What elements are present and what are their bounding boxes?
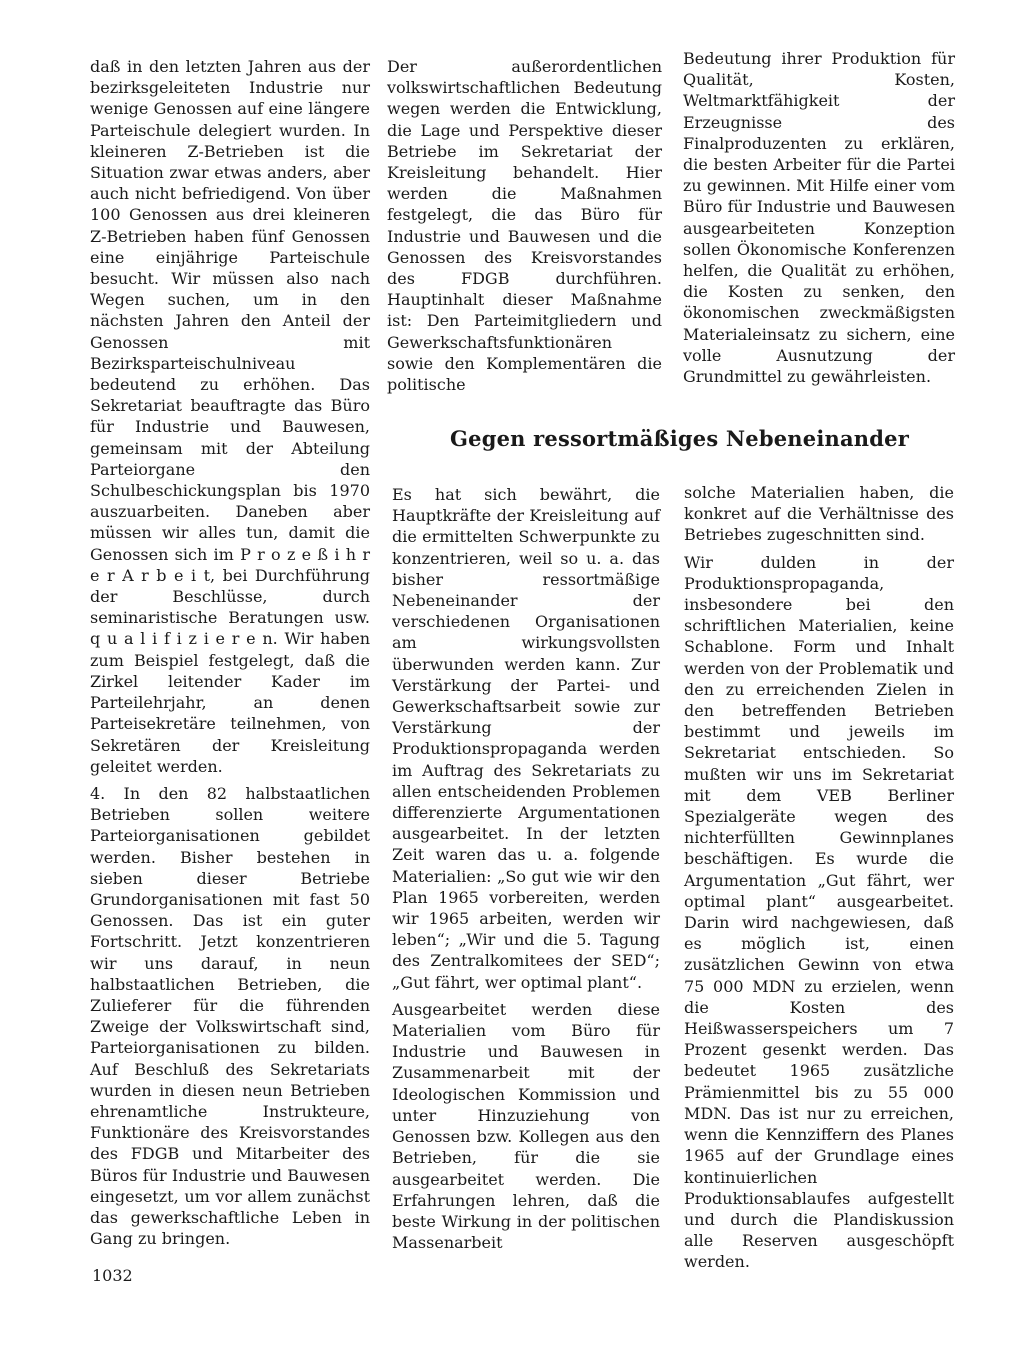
paragraph: solche Materialien haben, die konkret auf die Verhältnisse des Betriebes zugeschnitten sind. (684, 483, 954, 545)
page-number: 1032 (92, 1266, 133, 1285)
paragraph: Bedeutung ihrer Produktion für Qualität, Kosten, Weltmarktfähigkeit der Erzeugnisse des Finalproduzenten zu erklären, die besten Arbeiter für die Partei zu gewinnen. Mit Hilfe einer vom Büro für Industrie und Bauwesen ausgearbeiteten Konzeption sollen Ökonomische Konferenzen helfen, die Qualität zu erhöhen, die Kosten zu senken, den ökonomischen zweckmäßigsten Materialeinsatz zu sichern, eine volle Ausnutzung der Grundmittel zu gewährleisten. (683, 49, 955, 387)
text-column-middle-top (387, 56, 662, 401)
section-heading: Gegen ressortmäßiges Nebeneinander (450, 426, 909, 451)
paragraph: Der außerordentlichen volkswirtschaftlichen Bedeutung wegen werden die Entwicklung, die Lage und Perspektive dieser Betriebe im Sekretariat der Kreisleitung behandelt. Hier werden die Maßnahmen festgelegt, die das Büro für Industrie und Bauwesen und die Genossen des Kreisvorstandes des FDGB durchführen. Hauptinhalt dieser Maßnahme ist: Den Parteimitgliedern und Gewerkschaftsfunktionären sowie den Komplementären die politische (387, 57, 662, 395)
paragraph: Ausgearbeitet werden diese Materialien vom Büro für Industrie und Bauwesen in Zusammenarbeit mit der Ideologischen Kommission und unter Hinzuziehung von Genossen bzw. Kollegen aus den Betrieben, für die sie ausgearbeitet werden. Die Erfahrungen lehren, daß die beste Wirkung in der politischen Massenarbeit (392, 999, 660, 1253)
text-column-middle-bottom (392, 484, 660, 1259)
paragraph: 4. In den 82 halbstaatlichen Betrieben sollen weitere Parteiorganisationen gebildet werden. Bisher bestehen in sieben dieser Betriebe Grundorganisationen mit fast 50 Genossen. Das ist ein guter Fortschritt. Jetzt konzentrieren wir uns darauf, in neun halbstaatlichen Betrieben, die Zulieferer für die führenden Zweige der Volkswirtschaft sind, Parteiorganisationen zu bilden. Auf Beschluß des Sekretariats wurden in diesen neun Betrieben ehrenamtliche Instrukteure, Funktionäre des Kreisvorstandes des FDGB und Mitarbeiter des Büros für Industrie und Bauwesen eingesetzt, um vor allem zunächst das gewerkschaftliche Leben in Gang zu bringen. (90, 783, 370, 1249)
text-column-right-bottom (684, 482, 954, 1279)
paragraph: daß in den letzten Jahren aus der bezirksgeleiteten Industrie nur wenige Genossen auf eine längere Parteischule delegiert wurden. In kleineren Z-Betrieben ist die Situation zwar etwas anders, aber auch nicht befriedigend. Von über 100 Genossen aus drei kleineren Z-Betrieben haben fünf Genossen eine einjährige Parteischule besucht. Wir müssen also nach Wegen suchen, um in den nächsten Jahren den Anteil der Genossen mit Bezirksparteischulniveau bedeutend zu erhöhen. Das Sekretariat beauftragte das Büro für Industrie und Bauwesen, gemeinsam mit der Abteilung Parteiorgane den Schulbeschickungsplan bis 1970 auszuarbeiten. Daneben aber müssen wir alles tun, damit die Genossen sich im P r o z e ß i h r e r A r b e i t, bei Durchführung der Beschlüsse, durch seminaristische Beratungen usw. q u a l i f i z i e r e n. Wir haben zum Beispiel festgelegt, daß die Zirkel leitender Kader im Parteilehrjahr, an denen Parteisekretäre teilnehmen, von Sekretären der Kreisleitung geleitet werden. (90, 57, 370, 776)
paragraph: Es hat sich bewährt, die Hauptkräfte der Kreisleitung auf die ermittelten Schwerpunkte zu konzentrieren, weil so u. a. das bisher ressortmäßige Nebeneinander der verschiedenen Organisationen am wirkungsvollsten überwunden werden kann. Zur Verstärkung der Partei- und Gewerkschaftsarbeit sowie zur Verstärkung der Produktionspropaganda werden im Auftrag des Sekretariats zu allen entscheidenden Problemen differenzierte Argumentationen ausgearbeitet. In der letzten Zeit waren das u. a. folgende Materialien: „So gut wie wir den Plan 1965 vorbereiten, werden wir 1965 arbeiten, werden wir leben“; „Wir und die 5. Tagung des Zentralkomitees der SED“; „Gut fährt, wer optimal plant“. (392, 485, 660, 992)
paragraph: Wir dulden in der Produktionspropaganda, insbesondere bei den schriftlichen Materialien, keine Schablone. Form und Inhalt werden von der Problematik und den zu erreichenden Zielen in den betreffenden Betrieben bestimmt und jeweils im Sekretariat entschieden. So mußten wir uns im Sekretariat mit dem VEB Berliner Spezialgeräte wegen des nichterfüllten Gewinnplanes beschäftigen. Es wurde die Argumentation „Gut fährt, wer optimal plant“ ausgearbeitet. Darin wird nachgewiesen, daß es möglich ist, einen zusätzlichen Gewinn von etwa 75 000 MDN zu erzielen, wenn die Kosten des Heißwasserspeichers um 7 Prozent gesenkt werden. Das bedeutet 1965 zusätzliche Prämienmittel bis zu 55 000 MDN. Das ist nur zu erreichen, wenn die Kennziffern des Planes 1965 auf der Grundlage eines kontinuierlichen Produktionsablaufes aufgestellt und durch die Plandiskussion alle Reserven ausgeschöpft werden. (684, 552, 954, 1272)
text-column-left (90, 56, 370, 1255)
text-column-right-top (683, 48, 955, 393)
